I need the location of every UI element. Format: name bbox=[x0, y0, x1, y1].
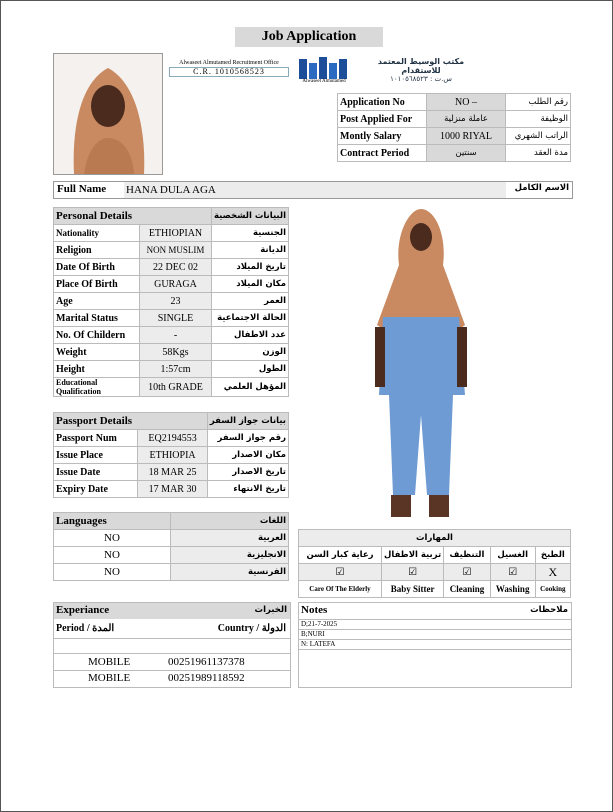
section-header bbox=[299, 530, 571, 547]
personal-label-ar: تاريخ الميلاد bbox=[211, 259, 288, 276]
skill-label-en: Cooking bbox=[535, 581, 570, 598]
table-row bbox=[54, 670, 290, 687]
personal-label-en: Height bbox=[54, 361, 140, 378]
language-value: NO bbox=[54, 530, 171, 547]
app-label-ar: مدة العقد bbox=[506, 145, 571, 162]
table-row bbox=[54, 378, 289, 397]
skill-checkbox: ☑ bbox=[382, 564, 444, 581]
languages-heading-ar: اللغات bbox=[171, 513, 289, 530]
table-row bbox=[54, 464, 289, 481]
full-name-value: HANA DULA AGA bbox=[124, 182, 506, 198]
experience-country: 00251961137378 bbox=[168, 656, 245, 668]
personal-heading-en: Personal Details bbox=[54, 208, 212, 225]
personal-value: 58Kgs bbox=[139, 344, 211, 361]
personal-label-ar: الديانة bbox=[211, 242, 288, 259]
period-column-header: Period / المدة bbox=[56, 623, 115, 634]
passport-heading-ar: بيانات جواز السفر bbox=[207, 413, 288, 430]
agency-name-ar bbox=[359, 57, 483, 83]
passport-label-ar: تاريخ الانتهاء bbox=[207, 481, 288, 498]
section-header bbox=[54, 513, 289, 530]
personal-label-en: Place Of Birth bbox=[54, 276, 140, 293]
agency-cr-ar: س.ت : ١٠١٠٥٦٨٥٢٣ bbox=[390, 75, 452, 83]
full-name-row bbox=[53, 181, 573, 199]
app-label-ar: الوظيفة bbox=[506, 111, 571, 128]
personal-value: 1:57cm bbox=[139, 361, 211, 378]
personal-label-en: No. Of Childern bbox=[54, 327, 140, 344]
passport-label-ar: تاريخ الاصدار bbox=[207, 464, 288, 481]
skills-heading-ar: المهارات bbox=[299, 530, 571, 547]
languages-heading-en: Languages bbox=[54, 513, 171, 530]
full-body-photo bbox=[365, 205, 477, 525]
app-label-en: Montly Salary bbox=[338, 128, 427, 145]
personal-value: NON MUSLIM bbox=[139, 242, 211, 259]
section-header bbox=[54, 208, 289, 225]
experience-period: MOBILE bbox=[88, 672, 131, 684]
page-title: Job Application bbox=[235, 27, 383, 47]
language-value: NO bbox=[54, 564, 171, 581]
experience-period: MOBILE bbox=[88, 656, 131, 668]
personal-label-ar: الجنسية bbox=[211, 225, 288, 242]
table-row bbox=[54, 564, 289, 581]
full-name-label-ar: الاسم الكامل bbox=[514, 183, 569, 193]
app-value: سنتين bbox=[427, 145, 506, 162]
personal-label-ar: المؤهل العلمي bbox=[211, 378, 288, 397]
skill-checkbox: X bbox=[535, 564, 570, 581]
skill-label-en: Washing bbox=[490, 581, 535, 598]
agency-name-ar-text: مكتب الوسيط المعتمد للاستقدام bbox=[377, 57, 465, 75]
experience-country: 00251989118592 bbox=[168, 672, 245, 684]
passport-details-table bbox=[53, 412, 289, 498]
skill-label-ar: الطبخ bbox=[535, 547, 570, 564]
skill-label-ar: تربية الاطفال bbox=[382, 547, 444, 564]
personal-label-ar: الطول bbox=[211, 361, 288, 378]
experience-columns bbox=[54, 620, 290, 639]
table-row bbox=[54, 310, 289, 327]
personal-label-ar: الحالة الاجتماعية bbox=[211, 310, 288, 327]
application-table bbox=[337, 93, 571, 162]
personal-label-en: Date Of Birth bbox=[54, 259, 140, 276]
personal-value: 10th GRADE bbox=[139, 378, 211, 397]
experience-heading-en: Experiance bbox=[56, 604, 110, 616]
experience-heading-ar: الخبرات bbox=[254, 605, 287, 615]
personal-value: ETHIOPIAN bbox=[139, 225, 211, 242]
table-row bbox=[54, 361, 289, 378]
personal-label-en: Age bbox=[54, 293, 140, 310]
personal-value: GURAGA bbox=[139, 276, 211, 293]
personal-label-ar: عدد الاطفال bbox=[211, 327, 288, 344]
table-row bbox=[54, 344, 289, 361]
passport-label-ar: مكان الاصدار bbox=[207, 447, 288, 464]
personal-label-en: Nationality bbox=[54, 225, 140, 242]
skills-mark-row bbox=[299, 564, 571, 581]
table-row bbox=[54, 430, 289, 447]
experience-section bbox=[53, 602, 291, 688]
personal-heading-ar: البيانات الشخصية bbox=[211, 208, 288, 225]
app-label-en: Application No bbox=[338, 94, 427, 111]
table-row bbox=[54, 481, 289, 498]
passport-label-en: Issue Place bbox=[54, 447, 138, 464]
agency-name-en bbox=[169, 59, 289, 77]
personal-label-ar: الوزن bbox=[211, 344, 288, 361]
language-label-ar: الانجليزية bbox=[171, 547, 289, 564]
skill-label-en: Baby Sitter bbox=[382, 581, 444, 598]
personal-value: SINGLE bbox=[139, 310, 211, 327]
languages-table bbox=[53, 512, 289, 581]
skill-checkbox: ☑ bbox=[299, 564, 382, 581]
table-row bbox=[54, 259, 289, 276]
notes-lines bbox=[299, 620, 571, 650]
passport-value: EQ2194553 bbox=[138, 430, 208, 447]
skill-checkbox: ☑ bbox=[490, 564, 535, 581]
table-row bbox=[54, 447, 289, 464]
full-name-label: Full Name bbox=[57, 183, 107, 195]
language-value: NO bbox=[54, 547, 171, 564]
table-row bbox=[54, 276, 289, 293]
table-row bbox=[54, 547, 289, 564]
note-line: D;21-7-2025 bbox=[299, 620, 571, 630]
logo-caption: Alwaseet Almutamed bbox=[302, 79, 346, 84]
table-row bbox=[338, 128, 571, 145]
personal-label-en: Educational Qualification bbox=[54, 378, 140, 397]
table-row bbox=[54, 653, 290, 670]
language-label-ar: العربية bbox=[171, 530, 289, 547]
table-row bbox=[54, 327, 289, 344]
personal-value: 23 bbox=[139, 293, 211, 310]
passport-label-en: Issue Date bbox=[54, 464, 138, 481]
app-label-ar: رقم الطلب bbox=[506, 94, 571, 111]
portrait-photo bbox=[53, 53, 163, 175]
app-label-ar: الراتب الشهري bbox=[506, 128, 571, 145]
agency-cr: C.R. 1010568523 bbox=[169, 67, 289, 77]
app-value: NO – bbox=[427, 94, 506, 111]
app-value: 1000 RIYAL bbox=[427, 128, 506, 145]
table-row bbox=[338, 145, 571, 162]
table-row bbox=[338, 94, 571, 111]
app-label-en: Post Applied For bbox=[338, 111, 427, 128]
passport-value: ETHIOPIA bbox=[138, 447, 208, 464]
table-row bbox=[338, 111, 571, 128]
notes-heading-ar: ملاحظات bbox=[530, 605, 568, 615]
passport-value: 17 MAR 30 bbox=[138, 481, 208, 498]
passport-label-ar: رقم جواز السفر bbox=[207, 430, 288, 447]
personal-label-ar: العمر bbox=[211, 293, 288, 310]
agency-header bbox=[169, 53, 483, 91]
personal-label-en: Marital Status bbox=[54, 310, 140, 327]
passport-label-en: Passport Num bbox=[54, 430, 138, 447]
app-label-en: Contract Period bbox=[338, 145, 427, 162]
passport-heading-en: Passport Details bbox=[54, 413, 208, 430]
skill-checkbox: ☑ bbox=[444, 564, 491, 581]
note-line: B;NURI bbox=[299, 630, 571, 640]
passport-value: 18 MAR 25 bbox=[138, 464, 208, 481]
app-value: عاملة منزلية bbox=[427, 111, 506, 128]
skills-en-row bbox=[299, 581, 571, 598]
experience-header bbox=[54, 603, 290, 619]
personal-value: - bbox=[139, 327, 211, 344]
skill-label-ar: الغسيل bbox=[490, 547, 535, 564]
personal-value: 22 DEC 02 bbox=[139, 259, 211, 276]
personal-label-ar: مكان الميلاد bbox=[211, 276, 288, 293]
table-row bbox=[54, 530, 289, 547]
personal-label-en: Religion bbox=[54, 242, 140, 259]
personal-details-table bbox=[53, 207, 289, 397]
skill-label-en: Cleaning bbox=[444, 581, 491, 598]
notes-header bbox=[299, 603, 571, 620]
passport-label-en: Expiry Date bbox=[54, 481, 138, 498]
skills-ar-row bbox=[299, 547, 571, 564]
section-header bbox=[54, 413, 289, 430]
notes-section bbox=[298, 602, 572, 688]
note-line: N: LATEFA bbox=[299, 640, 571, 650]
table-row bbox=[54, 225, 289, 242]
skill-label-ar: التنظيف bbox=[444, 547, 491, 564]
skills-table bbox=[298, 529, 571, 598]
notes-heading-en: Notes bbox=[301, 604, 328, 616]
skill-label-en: Care Of The Elderly bbox=[299, 581, 382, 598]
language-label-ar: الفرنسية bbox=[171, 564, 289, 581]
personal-label-en: Weight bbox=[54, 344, 140, 361]
skill-label-ar: رعاية كبار السن bbox=[299, 547, 382, 564]
table-row bbox=[54, 242, 289, 259]
agency-logo bbox=[297, 53, 351, 87]
table-row bbox=[54, 293, 289, 310]
country-column-header: Country / الدولة bbox=[217, 623, 286, 634]
agency-name-text: Alwaseet Almutamed Recruitment Office bbox=[179, 60, 279, 66]
